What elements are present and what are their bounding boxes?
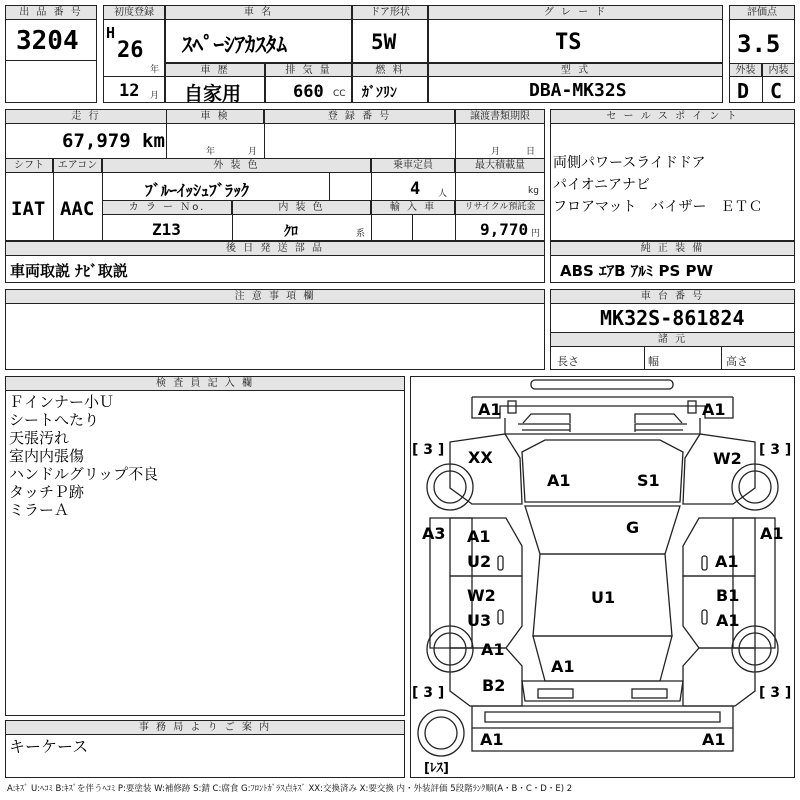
int-color-label: 内 装 色	[232, 200, 371, 215]
dims-cell	[550, 346, 795, 370]
transfer-day-unit: 日	[526, 147, 536, 157]
notes-label: 注 意 事 項 欄	[5, 289, 545, 304]
dims-height: 高さ	[726, 355, 748, 368]
load-unit: kg	[528, 186, 539, 196]
genuine-equipment: ABS ｴｱB ｱﾙﾐ PS PW	[560, 262, 714, 280]
first-registration-label: 初度登録	[103, 5, 165, 20]
load-label: 最大積載量	[455, 158, 545, 173]
fuel: ｶﾞｿﾘﾝ	[362, 85, 397, 101]
displacement: 660	[293, 82, 324, 102]
model: DBA-MK32S	[529, 80, 627, 101]
inspector-note: シートへたり	[9, 411, 100, 429]
sales-point: 両側パワースライドドア	[553, 155, 706, 171]
notes-cell	[5, 303, 545, 370]
ac-label: エアコン	[53, 158, 102, 173]
mark-left-front-door-a: A1	[467, 527, 491, 546]
grade-label: グ レ ー ド	[428, 5, 723, 20]
mark-rear-bumper-left: A1	[480, 730, 504, 749]
color-no: Z13	[152, 220, 181, 239]
car-damage-diagram	[410, 376, 795, 778]
mileage: 67,979	[62, 130, 131, 152]
dims-label: 諸 元	[550, 332, 795, 347]
mark-left-pillar: A3	[422, 524, 446, 543]
mark-left-rear: B2	[482, 676, 506, 695]
tire-tread-rear-right: [ 3 ]	[759, 685, 792, 701]
import-label: 輸 入 車	[371, 200, 455, 215]
mark-rear-glass: A1	[551, 657, 575, 676]
inspector-note: Ｆインナー小Ｕ	[9, 393, 115, 411]
chassis-number: MK32S-861824	[600, 306, 745, 330]
tire-tread-front-left: [ 3 ]	[412, 442, 445, 458]
mileage-label: 走 行	[5, 109, 167, 124]
later-parts: 車両取説 ﾅﾋﾞ取説	[10, 262, 128, 280]
inspector-note: タッチＰ跡	[9, 483, 85, 501]
transfer-month-unit: 月	[491, 147, 501, 157]
lot-number: 3204	[16, 26, 79, 56]
mileage-unit: km	[142, 130, 165, 152]
recycle-unit: 円	[531, 229, 541, 239]
score-label: 評価点	[729, 5, 795, 20]
office-label: 事 務 局 よ り ご 案 内	[5, 720, 405, 735]
capacity-label: 乗車定員	[371, 158, 455, 173]
recycle: 9,770	[480, 220, 529, 239]
genuine-label: 純 正 装 備	[550, 241, 795, 256]
inspector-note: ハンドルグリップ不良	[9, 465, 159, 483]
office-text: キーケース	[9, 737, 89, 756]
sales-points-label: セ ー ル ス ポ イ ン ト	[550, 109, 795, 124]
mark-windshield: G	[626, 518, 640, 537]
spare-tire-label: [ﾚｽ]	[424, 761, 449, 776]
exterior-label: 外装	[729, 63, 762, 77]
sales-point: フロアマット バイザー ＥＴＣ	[553, 199, 763, 215]
mark-left-front-door-u: U2	[467, 552, 492, 571]
int-color: ｸﾛ	[284, 224, 298, 240]
mark-right-rear-door-b: B1	[716, 586, 740, 605]
inspector-note: 室内内張傷	[9, 447, 85, 465]
tire-tread-rear-left: [ 3 ]	[412, 685, 445, 701]
mark-right-fender: W2	[713, 449, 742, 468]
interior-grade: C	[770, 79, 783, 103]
inspector-label: 検 査 員 記 入 欄	[5, 376, 405, 391]
mark-right-pillar: A1	[760, 524, 784, 543]
history-label: 車 歴	[165, 63, 265, 77]
dims-length: 長さ	[557, 355, 579, 368]
color-label: 外 装 色	[102, 158, 371, 173]
shift: IAT	[11, 198, 46, 220]
mark-hood-right: S1	[637, 471, 660, 490]
inspection-year-unit: 年	[206, 147, 216, 157]
regno-label: 登 録 番 号	[264, 109, 455, 124]
inspector-note: ミラーＡ	[9, 501, 70, 519]
dims-width: 幅	[648, 355, 659, 368]
mark-front-bumper-right: A1	[702, 400, 726, 419]
shift-label: シフト	[5, 158, 53, 173]
int-color-unit: 系	[356, 229, 366, 239]
car-name: ｽﾍﾟｰｼｱｶｽﾀﾑ	[182, 33, 287, 57]
capacity-unit: 人	[438, 189, 448, 199]
later-parts-label: 後 日 発 送 部 品	[5, 241, 545, 256]
inspection-label: 車 検	[166, 109, 264, 124]
inspector-notes	[9, 393, 158, 519]
transfer-label: 譲渡書類期限	[455, 109, 545, 124]
mark-right-rear-door-a: A1	[716, 611, 740, 630]
model-label: 型 式	[428, 63, 723, 77]
legend: A:ｷｽﾞ U:ﾍｺﾐ B:ｷｽﾞを伴うﾍｺﾐ P:要塗装 W:補修跡 S:錆 C:腐食 G:ﾌﾛﾝﾄｶﾞﾗｽ点ｷｽﾞ XX:交換済み X:要交換 内・外装評価 5段階ﾗﾝｸ順(A・B・C・D・E) 2	[7, 784, 573, 794]
details-block	[5, 109, 545, 241]
mark-left-fender: XX	[468, 448, 493, 467]
tire-tread-front-right: [ 3 ]	[759, 442, 792, 458]
inspector-note: 天張汚れ	[9, 429, 70, 447]
recycle-label: リサイクル預託金	[455, 200, 545, 215]
mark-rear-bumper-right: A1	[702, 730, 726, 749]
door-label: ドア形状	[352, 5, 428, 20]
history: 自家用	[184, 83, 242, 105]
sales-points-list	[553, 152, 762, 218]
interior-label: 内装	[762, 63, 795, 77]
door-type: 5W	[371, 30, 397, 54]
sales-point: パイオニアナビ	[553, 177, 651, 193]
fuel-label: 燃 料	[352, 63, 428, 77]
displacement-label: 排 気 量	[265, 63, 352, 77]
displacement-unit: CC	[333, 89, 346, 99]
ac: AAC	[60, 198, 95, 220]
reg-year-unit: 年	[150, 65, 160, 75]
mark-left-quarter: A1	[481, 640, 505, 659]
chassis-label: 車 台 番 号	[550, 289, 795, 304]
score: 3.5	[737, 30, 781, 58]
grade: TS	[555, 30, 582, 55]
office-note	[9, 738, 88, 756]
mark-front-bumper-left: A1	[478, 400, 502, 419]
mark-right-front-door: A1	[715, 552, 739, 571]
era: H	[106, 24, 116, 42]
reg-month: 12	[119, 81, 140, 101]
capacity: 4	[410, 179, 421, 199]
mark-roof: U1	[591, 588, 616, 607]
inspection-month-unit: 月	[248, 147, 258, 157]
color-no-label: カ ラ ー Ｎo.	[102, 200, 232, 215]
mark-left-rear-door-u: U3	[467, 611, 492, 630]
mark-left-rear-door-w: W2	[467, 586, 496, 605]
lot-number-label: 出 品 番 号	[5, 5, 97, 20]
exterior-grade: D	[737, 79, 750, 103]
reg-year: 26	[117, 38, 144, 63]
mark-hood-left: A1	[547, 471, 571, 490]
reg-month-unit: 月	[150, 91, 160, 101]
exterior-color: ﾌﾞﾙｰｲｯｼｭﾌﾞﾗｯｸ	[145, 181, 250, 200]
car-name-label: 車 名	[165, 5, 352, 20]
